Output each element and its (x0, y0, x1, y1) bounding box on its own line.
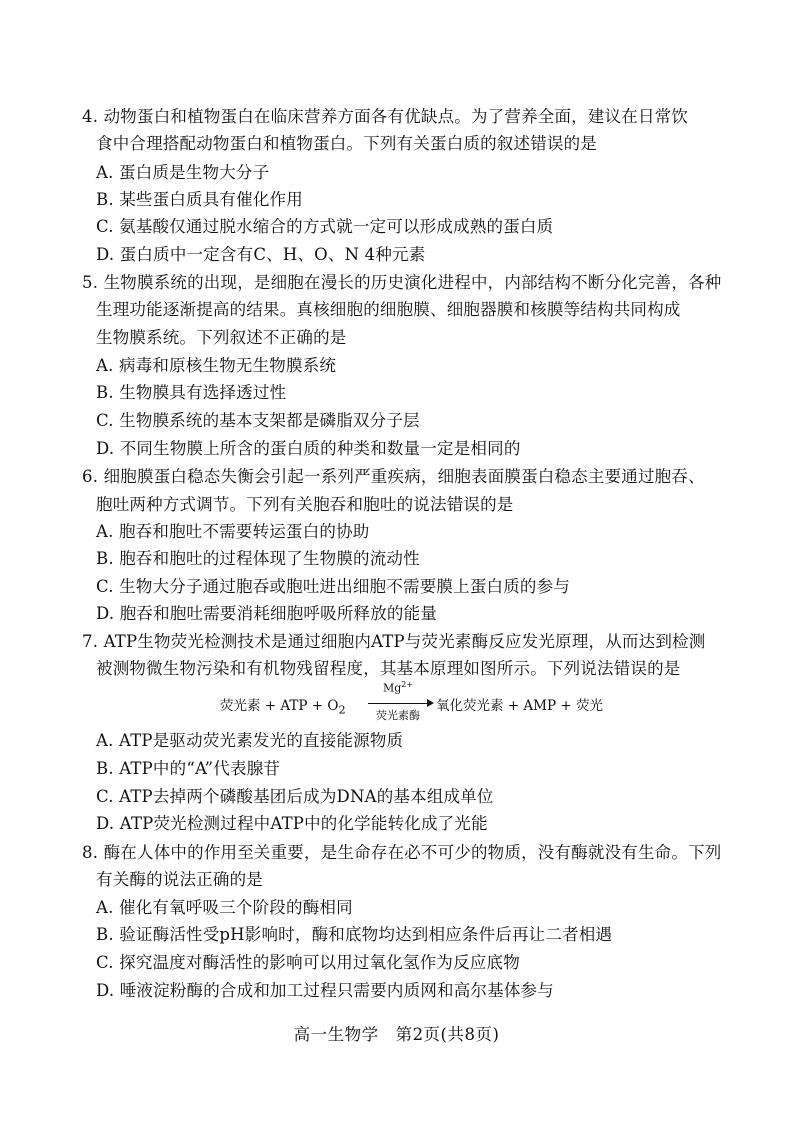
arrow-condition-above (368, 680, 428, 695)
q6-stem-line2: 胞吐两种方式调节。下列有关胞吞和胞吐的说法错误的是 (96, 495, 514, 514)
equation-products: 氧化荧光素 + AMP + 荧光 (436, 698, 603, 714)
reaction-equation (220, 680, 603, 724)
q8-option-b: B. 验证酶活性受pH影响时，酶和底物均达到相应条件后再让二者相遇 (96, 925, 613, 944)
q4-option-c: C. 氨基酸仅通过脱水缩合的方式就一定可以形成成熟的蛋白质 (96, 217, 554, 236)
q4-option-d: D. 蛋白质中一定含有C、H、O、N 4种元素 (96, 245, 426, 264)
q4-option-a: A. 蛋白质是生物大分子 (96, 163, 270, 182)
oxygen-subscript: 2 (338, 703, 346, 717)
q5-option-c: C. 生物膜系统的基本支架都是磷脂双分子层 (96, 411, 420, 430)
q7-option-c: C. ATP去掉两个磷酸基团后成为DNA的基本组成单位 (96, 787, 494, 806)
q8-option-d: D. 唾液淀粉酶的合成和加工过程只需要内质网和高尔基体参与 (96, 981, 554, 1000)
arrow-condition-below: 荧光素酶 (376, 709, 420, 722)
q8-option-a: A. 催化有氧呼吸三个阶段的酶相同 (96, 898, 353, 917)
q5-stem-line3: 生物膜系统。下列叙述不正确的是 (96, 328, 347, 347)
q5-stem-line1: 5. 生物膜系统的出现，是细胞在漫长的历史演化进程中，内部结构不断分化完善，各种 (82, 273, 722, 292)
magnesium-charge: 2+ (401, 680, 414, 689)
page-footer: 高一生物学 第2页(共8页) (293, 1025, 500, 1044)
q6-option-c: C. 生物大分子通过胞吞或胞吐进出细胞不需要膜上蛋白质的参与 (96, 577, 571, 596)
q5-option-b: B. 生物膜具有选择透过性 (96, 383, 287, 402)
equation-reactants (220, 694, 346, 717)
q5-option-a: A. 病毒和原核生物无生物膜系统 (96, 356, 337, 375)
q4-stem-line1: 4. 动物蛋白和植物蛋白在临床营养方面各有优缺点。为了营养全面，建议在日常饮 (82, 107, 689, 126)
q7-stem-line2: 被测物微生物污染和有机物残留程度，其基本原理如图所示。下列说法错误的是 (96, 659, 681, 678)
q6-option-d: D. 胞吞和胞吐需要消耗细胞呼吸所释放的能量 (96, 604, 438, 623)
q6-stem-line1: 6. 细胞膜蛋白稳态失衡会引起一系列严重疾病，细胞表面膜蛋白稳态主要通过胞吞、 (82, 467, 705, 486)
q7-option-b: B. ATP中的“A”代表腺苷 (96, 759, 281, 778)
q7-option-d: D. ATP荧光检测过程中ATP中的化学能转化成了光能 (96, 814, 488, 833)
magnesium-ion-text: Mg (382, 681, 402, 695)
q8-stem-line1: 8. 酶在人体中的作用至关重要，是生命存在必不可少的物质，没有酶就没有生命。下列 (82, 843, 722, 862)
q6-option-b: B. 胞吞和胞吐的过程体现了生物膜的流动性 (96, 549, 420, 568)
q5-stem-line2: 生理功能逐渐提高的结果。真核细胞的细胞膜、细胞器膜和核膜等结构共同构成 (96, 300, 681, 319)
reaction-arrow-group (368, 680, 438, 724)
q4-stem-line2: 食中合理搭配动物蛋白和植物蛋白。下列有关蛋白质的叙述错误的是 (96, 134, 597, 153)
q8-option-c: C. 探究温度对酶活性的影响可以用过氧化氢作为反应底物 (96, 953, 520, 972)
equation-reactants-text: 荧光素 + ATP + O (220, 698, 339, 714)
q6-option-a: A. 胞吞和胞吐不需要转运蛋白的协助 (96, 522, 370, 541)
q7-stem-line1: 7. ATP生物荧光检测技术是通过细胞内ATP与荧光素酶反应发光原理，从而达到检测 (82, 632, 706, 651)
q5-option-d: D. 不同生物膜上所含的蛋白质的种类和数量一定是相同的 (96, 439, 521, 458)
q7-option-a: A. ATP是驱动荧光素发光的直接能源物质 (96, 731, 404, 750)
right-arrow-icon (368, 703, 432, 704)
q8-stem-line2: 有关酶的说法正确的是 (96, 870, 263, 889)
q4-option-b: B. 某些蛋白质具有催化作用 (96, 190, 303, 209)
